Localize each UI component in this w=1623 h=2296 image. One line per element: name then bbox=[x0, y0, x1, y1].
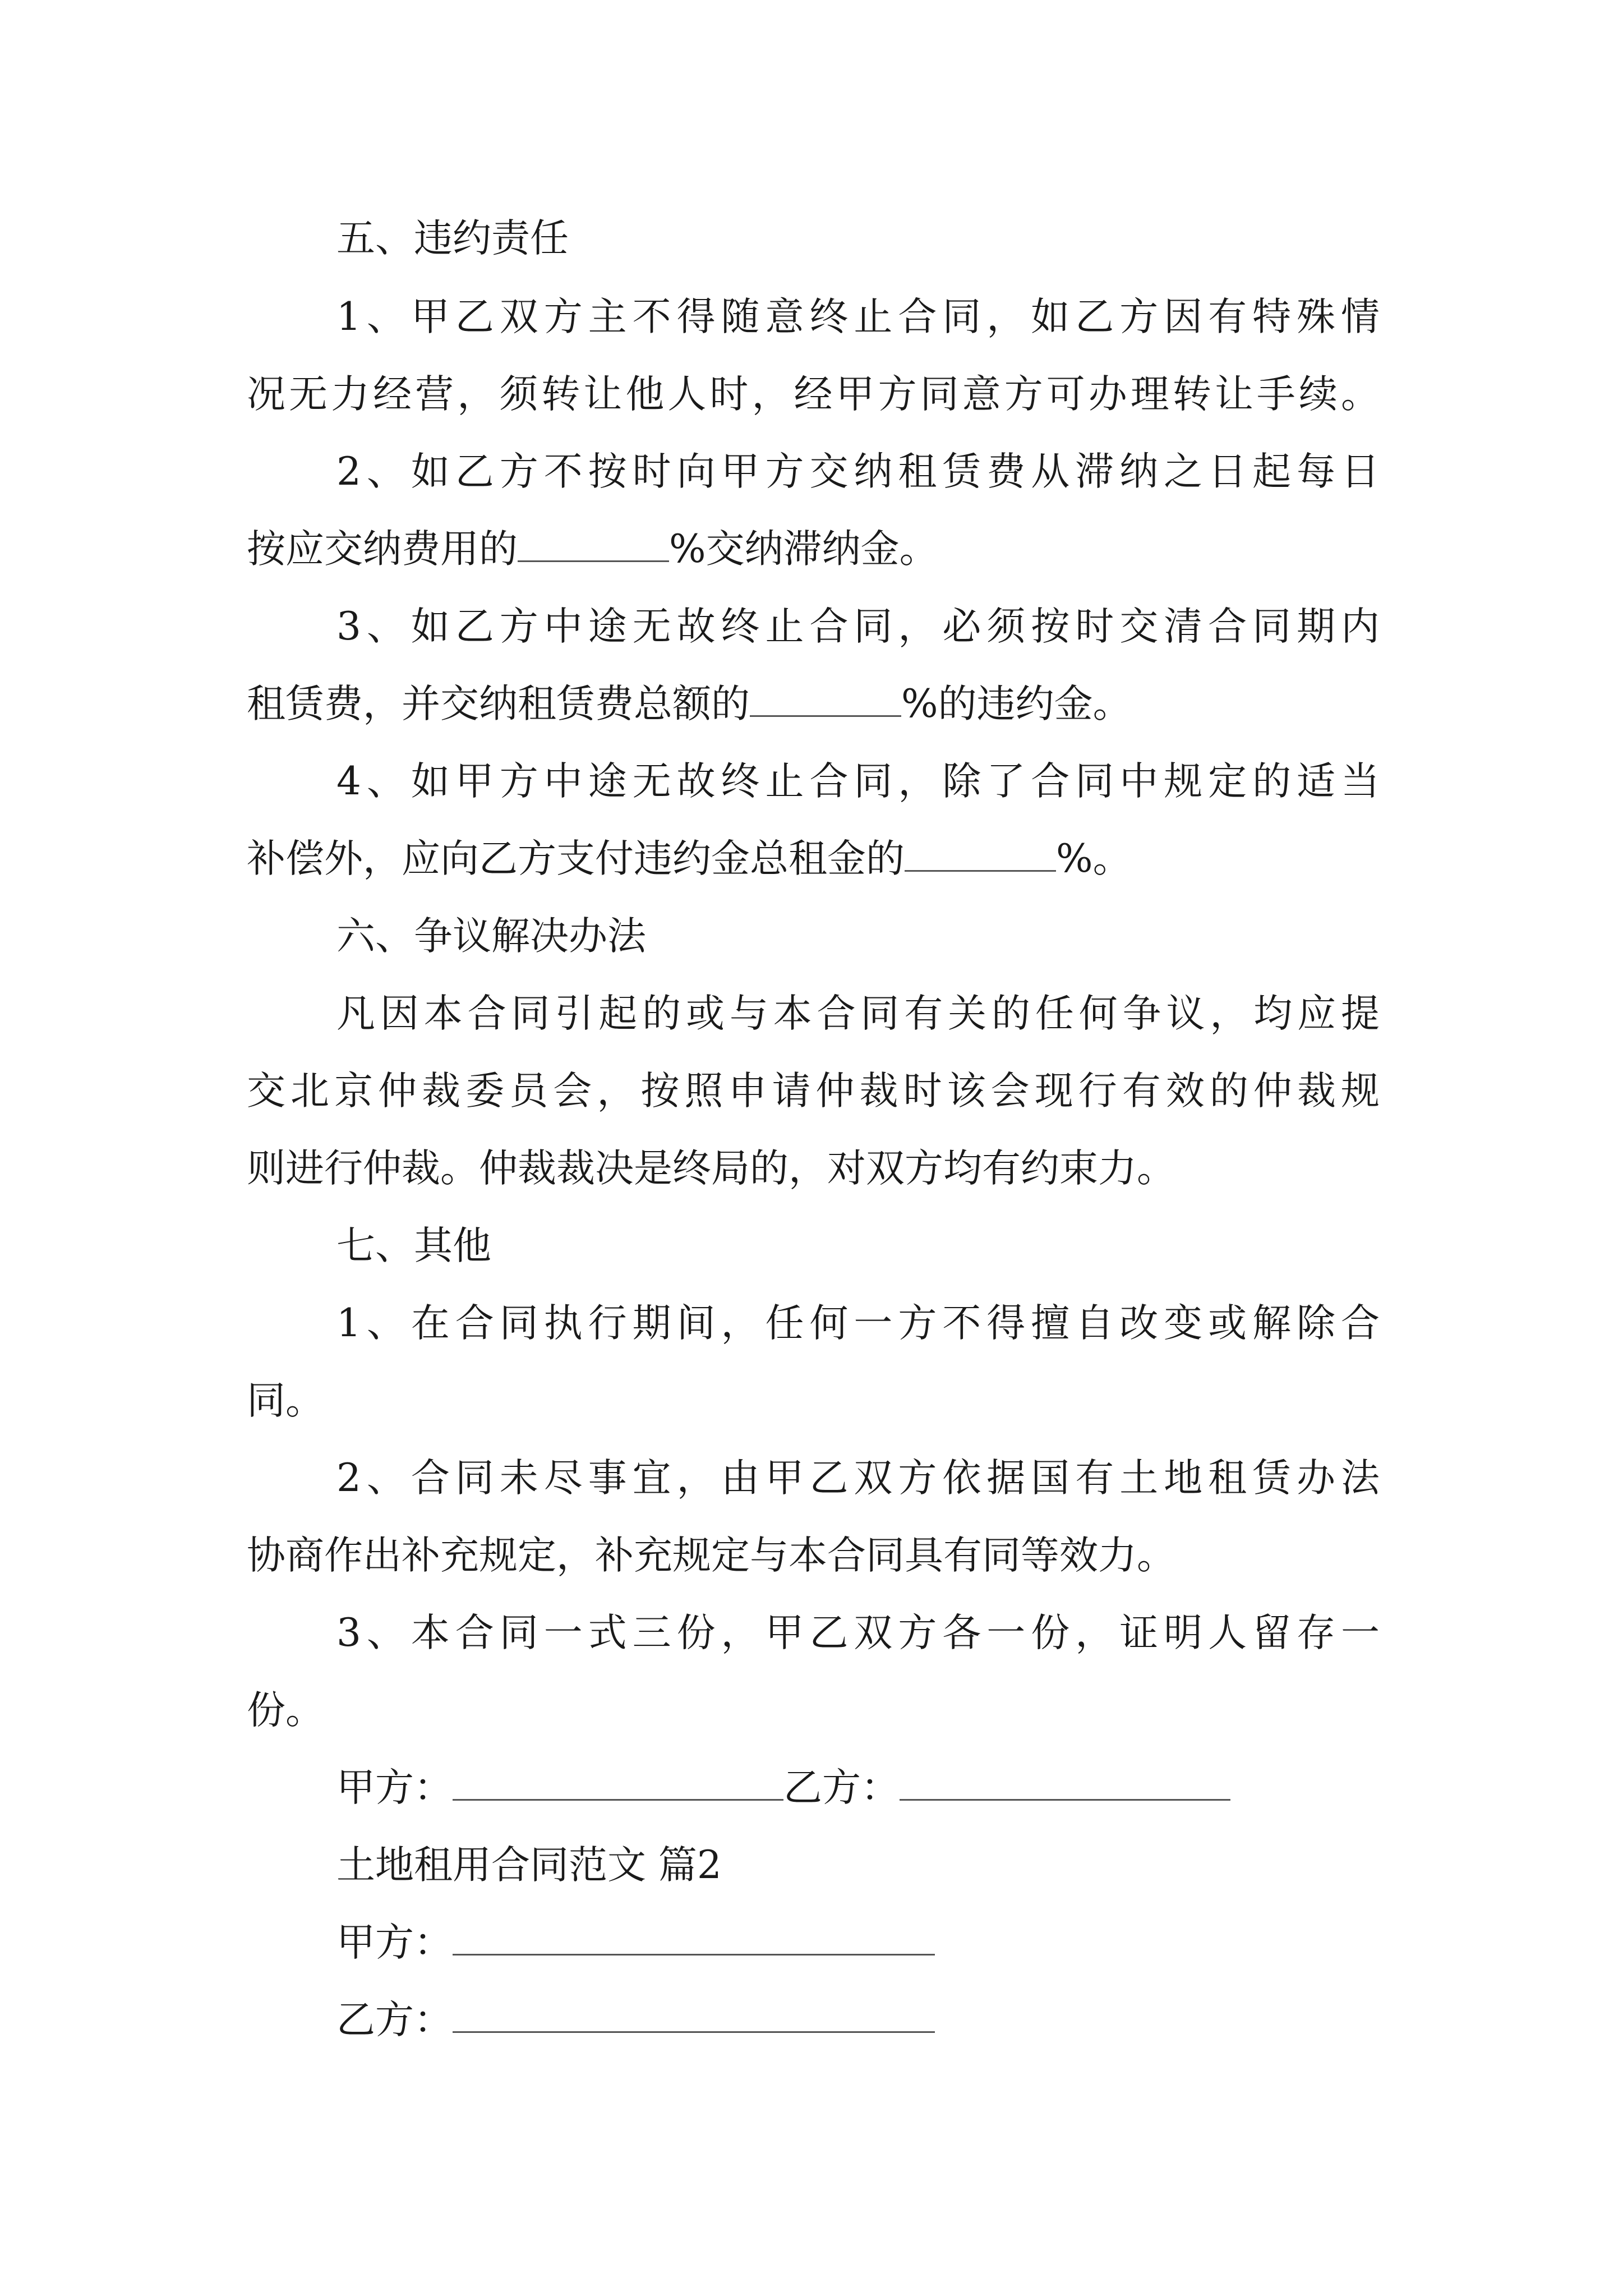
next-party-b-line bbox=[336, 1995, 935, 2045]
party-b-blank[interactable] bbox=[453, 1996, 935, 2033]
paragraph-line: 凡因本合同引起的或与本合同有关的任何争议，均应提 bbox=[336, 991, 1380, 1036]
paragraph-line: 4、如甲方中途无故终止合同，除了合同中规定的适当 bbox=[336, 759, 1380, 804]
paragraph-line: 况无力经营，须转让他人时，经甲方同意方可办理转让手续。 bbox=[247, 372, 1380, 417]
paragraph-line: 1、甲乙双方主不得随意终止合同，如乙方因有特殊情 bbox=[336, 295, 1380, 339]
paragraph-line: 则进行仲裁。仲裁裁决是终局的，对双方均有约束力。 bbox=[247, 1146, 1175, 1191]
party-a-label: 甲方： bbox=[336, 1920, 453, 1965]
paragraph-line bbox=[247, 834, 1132, 884]
party-b-label: 乙方： bbox=[336, 1998, 453, 2042]
next-contract-title: 土地租用合同范文 篇2 bbox=[336, 1843, 722, 1888]
paragraph-line: 份。 bbox=[247, 1688, 324, 1733]
section-heading: 六、争议解决办法 bbox=[336, 914, 646, 959]
paragraph-line: 3、如乙方中途无故终止合同，必须按时交清合同期内 bbox=[336, 604, 1380, 649]
paragraph-line bbox=[247, 679, 1132, 729]
paragraph-line: 3、本合同一式三份，甲乙双方各一份，证明人留存一 bbox=[336, 1611, 1380, 1655]
paragraph-line: 1、在合同执行期间，任何一方不得擅自改变或解除合 bbox=[336, 1301, 1380, 1346]
party-b-blank[interactable] bbox=[900, 1764, 1230, 1801]
party-a-blank[interactable] bbox=[453, 1919, 935, 1955]
party-a-label: 甲方： bbox=[336, 1765, 453, 1810]
fill-in-blank[interactable] bbox=[750, 680, 901, 717]
paragraph-line: 2、如乙方不按时向甲方交纳租赁费从滞纳之日起每日 bbox=[336, 449, 1380, 494]
next-party-a-line bbox=[336, 1917, 935, 1968]
paragraph-line: 交北京仲裁委员会，按照申请仲裁时该会现行有效的仲裁规 bbox=[247, 1069, 1380, 1114]
line-text: 租赁费，并交纳租赁费总额的 bbox=[247, 682, 750, 726]
fill-in-blank[interactable] bbox=[905, 835, 1056, 872]
section-heading: 五、违约责任 bbox=[336, 216, 569, 261]
line-text: 补偿外，应向乙方支付违约金总租金的 bbox=[247, 836, 905, 881]
paragraph-line bbox=[247, 524, 938, 574]
line-text: %交纳滞纳金。 bbox=[669, 527, 938, 572]
line-text: %的违约金。 bbox=[901, 682, 1132, 726]
party-a-blank[interactable] bbox=[453, 1764, 783, 1801]
fill-in-blank[interactable] bbox=[518, 526, 669, 562]
section-heading: 七、其他 bbox=[336, 1223, 491, 1268]
signature-line bbox=[336, 1763, 1230, 1813]
paragraph-line: 2、合同未尽事宜，由甲乙双方依据国有土地租赁办法 bbox=[336, 1456, 1380, 1501]
line-text: %。 bbox=[1056, 836, 1132, 881]
line-text: 按应交纳费用的 bbox=[247, 527, 518, 572]
paragraph-line: 协商作出补充规定，补充规定与本合同具有同等效力。 bbox=[247, 1533, 1175, 1578]
party-b-label: 乙方： bbox=[783, 1765, 900, 1810]
paragraph-line: 同。 bbox=[247, 1378, 324, 1423]
